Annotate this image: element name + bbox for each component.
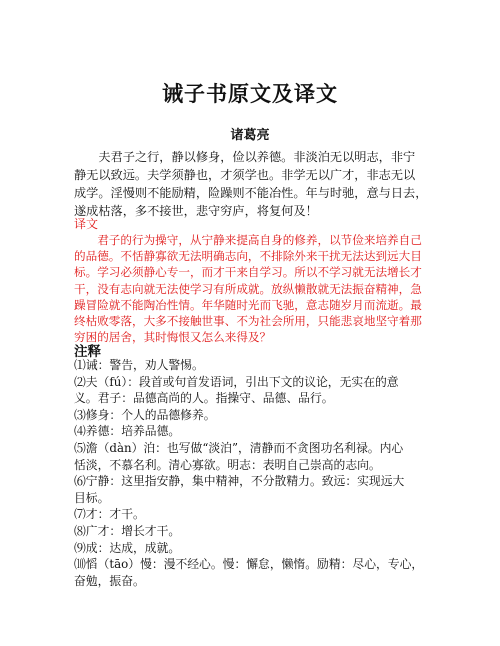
translation-line: 标。学习必须静心专一，而才干来自学习。所以不学习就无法增长才	[74, 265, 422, 280]
page-title: 诫子书原文及译文	[162, 81, 338, 106]
note-line: ⑶修身：个人的品德修养。	[74, 407, 216, 422]
translation-line: 躁冒险就不能陶冶性情。年华随时光而飞驰，意志随岁月而流逝。最	[74, 297, 422, 312]
note-line: ⑺才：才干。	[74, 507, 145, 522]
notes-heading: 注释	[74, 344, 101, 360]
translation-heading: 译文	[74, 217, 99, 231]
translation-line: 的品德。不恬静寡欲无法明确志向，不排除外来干扰无法达到远大目	[74, 249, 422, 264]
original-line: 静无以致远。夫学须静也，才须学也。非学无以广才，非志无以	[74, 168, 416, 182]
notes-list	[74, 357, 434, 589]
note-line: 义。君子：品德高尚的人。指操守、品德、品行。	[74, 391, 334, 406]
original-text	[74, 148, 434, 220]
note-line: 恬淡，不慕名利。清心寡欲。明志：表明自己崇高的志向。	[74, 457, 381, 472]
author-name: 诸葛亮	[230, 128, 270, 143]
translation-line: 干，没有志向就无法使学习有所成就。放纵懒散就无法振奋精神，急	[74, 281, 422, 296]
original-line: 成学。淫慢则不能励精，险躁则不能冶性。年与时驰，意与日去，	[74, 186, 428, 200]
note-line: ⑸澹（dàn）泊：也写做“淡泊”，清静而不贪图功名利禄。内心	[74, 440, 404, 455]
note-line: 奋勉，振奋。	[74, 573, 145, 588]
note-line: ⑹宁静：这里指安静，集中精神，不分散精力。致远：实现远大	[74, 474, 405, 489]
note-line: ⑽慆（tāo）慢：漫不经心。慢：懈怠，懒惰。励精：尽心，专心，	[74, 557, 424, 572]
translation-text	[74, 232, 434, 345]
note-line: ⑴诫：警告，劝人警惕。	[74, 358, 204, 372]
translation-line: 穷困的居舍，其时悔恨又怎么来得及？	[74, 330, 272, 345]
note-line: 目标。	[74, 490, 110, 505]
original-line: 遂成枯落，多不接世，悲守穷庐，将复何及！	[74, 204, 318, 218]
translation-line: 君子的行为操守，从宁静来提高自身的修养，以节俭来培养自己	[74, 233, 422, 247]
translation-line: 终枯败零落，大多不接触世事、不为社会所用，只能悲哀地坚守着那	[74, 313, 422, 328]
original-line: 夫君子之行，静以修身，俭以养德。非淡泊无以明志，非宁	[74, 150, 416, 164]
note-line: ⑷养德：培养品德。	[74, 424, 181, 439]
note-line: ⑻广才：增长才干。	[74, 523, 181, 538]
note-line: ⑼成：达成，成就。	[74, 540, 181, 555]
note-line: ⑵夫（fú）：段首或句首发语词，引出下文的议论，无实在的意	[74, 374, 399, 389]
